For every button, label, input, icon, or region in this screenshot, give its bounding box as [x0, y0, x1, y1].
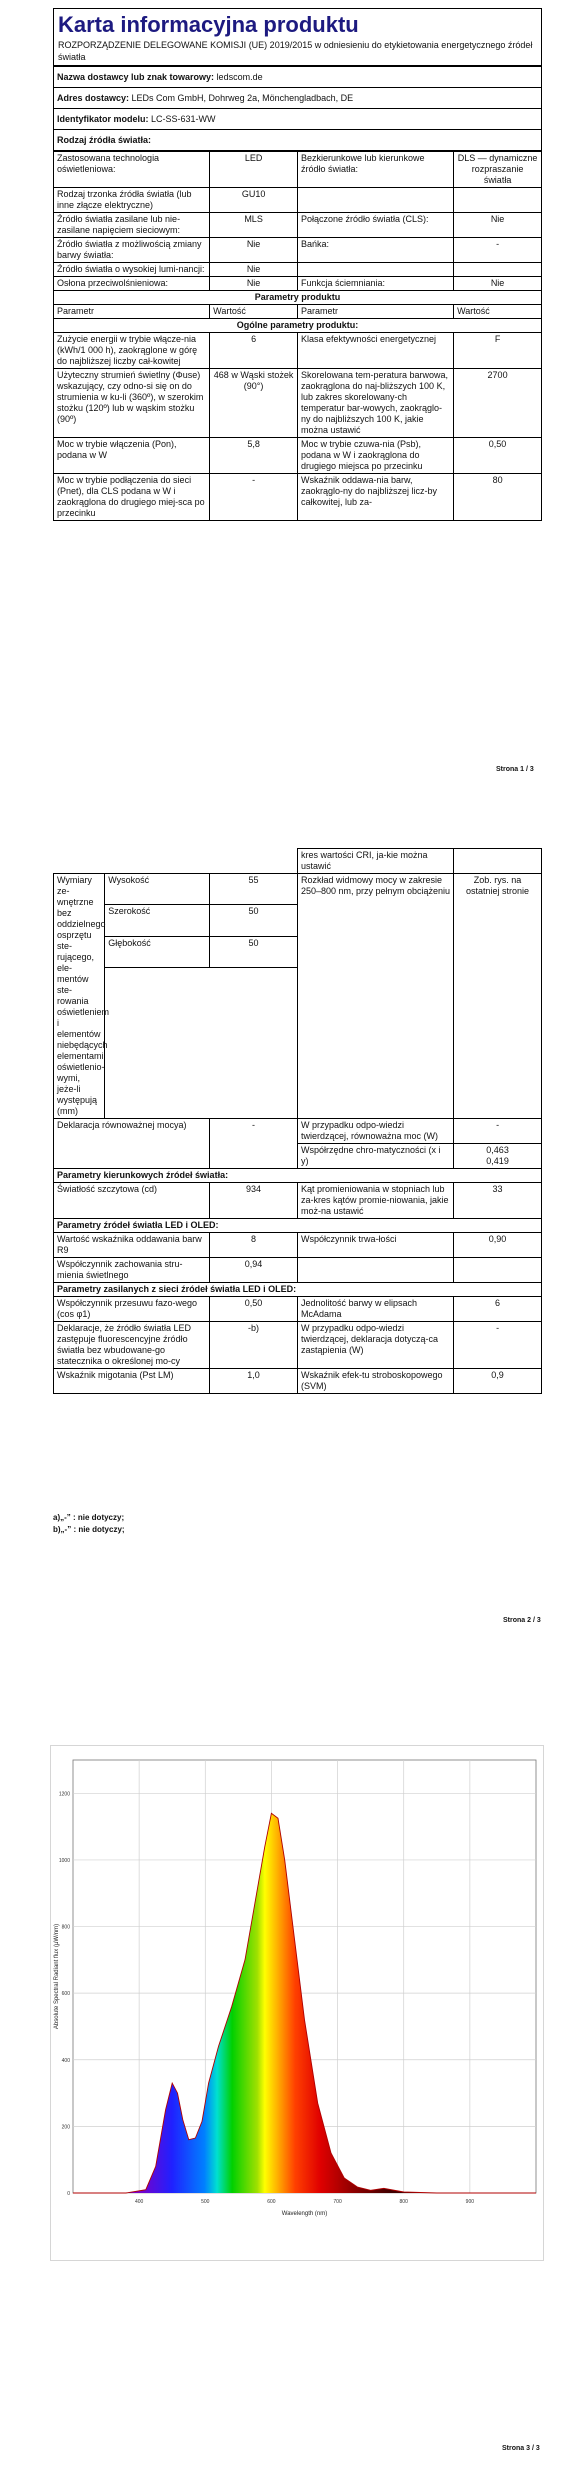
supplier-info-table: [53, 66, 542, 151]
regulation-text: ROZPORZĄDZENIE DELEGOWANE KOMISJI (UE) 2019/2015 w odniesieniu do etykietowania energetycznego źródeł światła: [53, 39, 542, 66]
general-value: 468 w Wąski stożek (90°): [210, 369, 298, 438]
general-param-label: Użyteczny strumień świetlny (Φuse) wskazujący, czy odno-si się on do strumienia w ku-li (360º), w szerokim stożku (120º) lub w wąskim stożku (90º): [54, 369, 210, 438]
col-header-param: Parametr: [54, 305, 210, 319]
spectral-distribution-label: Rozkład widmowy mocy w zakresie 250–800 nm, przy pełnym obciążeniu: [297, 874, 453, 1119]
general-row: [54, 438, 542, 474]
dim-width-label: Szerokość: [105, 905, 210, 936]
spectral-chart: [51, 1746, 543, 2260]
general-value-right: F: [454, 333, 542, 369]
equivalent-power-label: [54, 1119, 210, 1169]
general-param-label-right: Skorelowana tem-peratura barwowa, zaokrąglona do naj-bliższych 100 K, lub zakres skorelowany-ch temperatur bar-wowych, zaokrąglo-ny do najbliższych 100 K, jakie można ustawić: [297, 369, 453, 438]
type-param-label-right: Połączone źródło światła (CLS):: [297, 213, 453, 238]
cri-range-cont: kres wartości CRI, ja-kie można ustawić: [297, 849, 453, 874]
type-param-label: Rodzaj trzonka źródła światła (lub inne złącze elektryczne): [54, 188, 210, 213]
dimensions-label: Wymiary ze-wnętrzne bez oddzielnego osprzętu ste-rującego, ele-mentów ste-rowania oświetleniem i elementów niebędących elementami oświetlenio-wymi, jeże-li występują (mm): [54, 874, 105, 1119]
type-param-label: Osłona przeciwolśnieniowa:: [54, 277, 210, 291]
general-param-label: Moc w trybie włączenia (Pon), podana w W: [54, 438, 210, 474]
address-label: Adres dostawcy:: [57, 92, 130, 103]
type-value-right: [454, 263, 542, 277]
x-tick-label: 500: [201, 2199, 210, 2205]
equivalent-power-value: -: [210, 1119, 298, 1169]
replacement-claim-value: -: [454, 1322, 542, 1369]
type-value: GU10: [210, 188, 298, 213]
col-header-param: Parametr: [297, 305, 453, 319]
equivalent-power-label-text: Deklaracja równoważnej mocya): [57, 1120, 187, 1130]
x-tick-label: 600: [267, 2199, 276, 2205]
dim-depth-label: Głębokość: [105, 936, 210, 967]
type-param-label: Zastosowana technologia oświetleniowa:: [54, 152, 210, 188]
dim-depth-value: 50: [210, 936, 298, 967]
spectral-chart-frame: [50, 1745, 544, 2261]
type-row: [54, 152, 542, 188]
general-row: [54, 369, 542, 438]
directional-params-header: Parametry kierunkowych źródeł światła:: [54, 1169, 542, 1183]
led-params-header: Parametry źródeł światła LED i OLED:: [54, 1219, 542, 1233]
page-2: [53, 848, 542, 1394]
mains-led-params-header: Parametry zasilanych z sieci źródeł światła LED i OLED:: [54, 1283, 542, 1297]
type-row: [54, 263, 542, 277]
dim-height-value: 55: [210, 874, 298, 905]
type-value: Nie: [210, 277, 298, 291]
lumen-maintenance-value: 0,94: [210, 1258, 298, 1283]
product-params-table-cont: [53, 848, 542, 1394]
survival-factor-value: 0,90: [454, 1233, 542, 1258]
lumen-maintenance-label: Współczynnik zachowania stru-mienia świetlnego: [54, 1258, 210, 1283]
general-param-label-right: Moc w trybie czuwa-nia (Psb), podana w W i zaokrąglona do drugiego miejsca po przecinku: [297, 438, 453, 474]
y-tick-label: 400: [61, 2057, 70, 2064]
address-value: LEDs Com GmbH, Dohrweg 2a, Mönchengladbach, DE: [131, 92, 354, 103]
chromaticity-y: 0,419: [486, 1156, 509, 1166]
type-value-right: Nie: [454, 213, 542, 238]
col-header-value: Wartość: [454, 305, 542, 319]
x-tick-label: 400: [134, 2199, 144, 2205]
type-value-right: Nie: [454, 277, 542, 291]
x-tick-label: 800: [399, 2199, 408, 2205]
fluorescent-replacement-value: -b): [210, 1322, 298, 1369]
type-value-right: [454, 188, 542, 213]
y-tick-label: 800: [61, 1924, 70, 1931]
supplier-label: Nazwa dostawcy lub znak towarowy:: [57, 71, 215, 82]
y-axis-label: Absolute Spectral Radiant flux (μW/nm): [54, 1923, 60, 2030]
power-factor-value: 0,50: [210, 1297, 298, 1322]
general-param-label-right: Wskaźnik oddawa-nia barw, zaokrąglo-ny do najbliższej licz-by całkowitej, lub za-: [297, 474, 453, 521]
x-tick-label: 900: [465, 2199, 475, 2205]
page-title: Karta informacyjna produktu: [53, 8, 542, 39]
type-value: Nie: [210, 263, 298, 277]
general-params-header: Ogólne parametry produktu:: [54, 319, 542, 333]
y-tick-label: 0: [67, 2191, 70, 2197]
general-param-label: Zużycie energii w trybie włącze-nia (kWh/1 000 h), zaokrąglone w górę do najbliższej liczby cał-kowitej: [54, 333, 210, 369]
page-number-1: Strona 1 / 3: [496, 766, 534, 773]
type-param-label: Źródło światła z możliwością zmiany barwy światła:: [54, 238, 210, 263]
beam-angle-label: Kąt promieniowania w stopniach lub za-kres kątów promie-niowania, jakie moż-na ustawić: [297, 1183, 453, 1219]
type-row: [54, 188, 542, 213]
y-tick-label: 600: [61, 1991, 70, 1998]
dim-width-value: 50: [210, 905, 298, 936]
model-value: LC-SS-631-WW: [151, 113, 216, 124]
type-param-label-right: [297, 263, 453, 277]
equivalent-power-w-label: W przypadku odpo-wiedzi twierdzącej, równoważna moc (W): [297, 1119, 453, 1144]
general-row: [54, 333, 542, 369]
chromaticity-values: [454, 1144, 542, 1169]
beam-angle-value: 33: [454, 1183, 542, 1219]
type-param-label-right: Funkcja ściemniania:: [297, 277, 453, 291]
light-source-type-header: Rodzaj źródła światła:: [54, 130, 542, 151]
spectral-distribution-value: Zob. rys. na ostatniej stronie: [454, 874, 542, 1119]
footnote-b: b)„-” : nie dotyczy;: [53, 1525, 125, 1534]
col-header-value: Wartość: [210, 305, 298, 319]
type-param-label: Źródło światła o wysokiej lumi-nancji:: [54, 263, 210, 277]
chromaticity-x: 0,463: [486, 1145, 509, 1155]
type-param-label-right: Bezkierunkowe lub kierunkowe źródło światła:: [297, 152, 453, 188]
type-value-right: DLS — dynamiczne rozpraszanie światła: [454, 152, 542, 188]
type-row: [54, 213, 542, 238]
r9-label: Wartość wskaźnika oddawania barw R9: [54, 1233, 210, 1258]
general-value: -: [210, 474, 298, 521]
general-value: 5,8: [210, 438, 298, 474]
type-param-label-right: [297, 188, 453, 213]
type-value: Nie: [210, 238, 298, 263]
type-value: MLS: [210, 213, 298, 238]
stroboscopic-effect-label: Wskaźnik efek-tu stroboskopowego (SVM): [297, 1369, 453, 1394]
general-value: 6: [210, 333, 298, 369]
stroboscopic-effect-value: 0,9: [454, 1369, 542, 1394]
x-tick-label: 700: [333, 2199, 342, 2205]
fluorescent-replacement-label: Deklaracje, że źródło światła LED zastępuje fluorescencyjne źródło światła bez wbudowane-go statecznika o określonej mo-cy: [54, 1322, 210, 1369]
general-value-right: 0,50: [454, 438, 542, 474]
flicker-metric-label: Wskaźnik migotania (Pst LM): [54, 1369, 210, 1394]
y-tick-label: 200: [61, 2124, 70, 2131]
type-param-label: Źródło światła zasilane lub nie-zasilane napięciem sieciowym:: [54, 213, 210, 238]
type-value: LED: [210, 152, 298, 188]
footnote-a: a)„-” : nie dotyczy;: [53, 1513, 125, 1522]
model-row: [54, 109, 542, 130]
page-number-2: Strona 2 / 3: [503, 1617, 541, 1624]
peak-intensity-value: 934: [210, 1183, 298, 1219]
x-axis-label: Wavelength (nm): [281, 2211, 328, 2217]
general-param-label: Moc w trybie podłączenia do sieci (Pnet), dla CLS podana w W i zaokrąglona do drugiego miej-sca po przecinku: [54, 474, 210, 521]
chromaticity-label: Współrzędne chro-matyczności (x i y): [297, 1144, 453, 1169]
replacement-claim-label: W przypadku odpo-wiedzi twierdzącej, deklaracja dotyczą-ca zastąpienia (W): [297, 1322, 453, 1369]
color-consistency-value: 6: [454, 1297, 542, 1322]
address-row: [54, 88, 542, 109]
page-1: [53, 8, 542, 521]
survival-factor-label: Współczynnik trwa-łości: [297, 1233, 453, 1258]
color-consistency-label: Jednolitość barwy w elipsach McAdama: [297, 1297, 453, 1322]
general-value-right: 2700: [454, 369, 542, 438]
type-param-label-right: Bańka:: [297, 238, 453, 263]
supplier-value: ledscom.de: [216, 71, 263, 82]
general-row: [54, 474, 542, 521]
y-tick-label: 1200: [58, 1791, 70, 1798]
product-params-table: [53, 151, 542, 521]
supplier-row: [54, 67, 542, 88]
general-value-right: 80: [454, 474, 542, 521]
model-label: Identyfikator modelu:: [57, 113, 149, 124]
dim-height-label: Wysokość: [105, 874, 210, 905]
power-factor-label: Współczynnik przesuwu fazo-wego (cos φ1): [54, 1297, 210, 1322]
page-number-3: Strona 3 / 3: [502, 2445, 540, 2452]
peak-intensity-label: Światłość szczytowa (cd): [54, 1183, 210, 1219]
general-param-label-right: Klasa efektywności energetycznej: [297, 333, 453, 369]
type-row: [54, 238, 542, 263]
flicker-metric-value: 1,0: [210, 1369, 298, 1394]
params-header: Parametry produktu: [54, 291, 542, 305]
type-row: [54, 277, 542, 291]
equivalent-power-w-value: -: [454, 1119, 542, 1144]
y-tick-label: 1000: [58, 1857, 70, 1864]
type-value-right: -: [454, 238, 542, 263]
r9-value: 8: [210, 1233, 298, 1258]
